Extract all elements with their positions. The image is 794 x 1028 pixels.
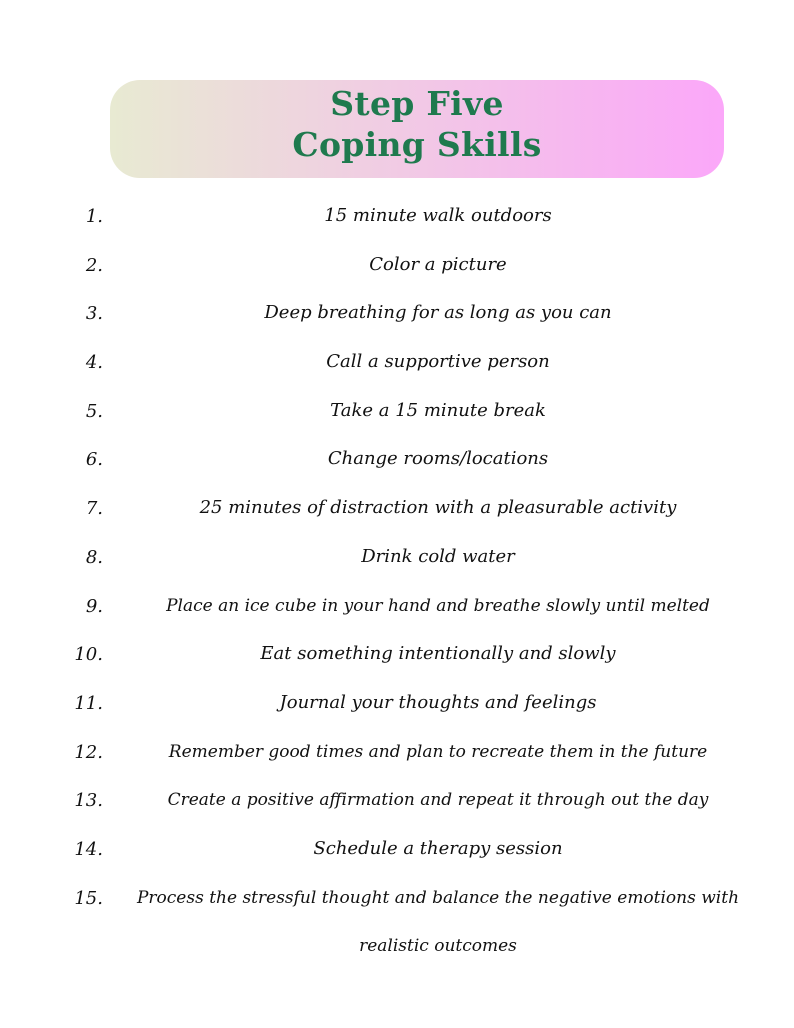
item-text: Schedule a therapy session bbox=[313, 837, 563, 859]
item-text: 15 minute walk outdoors bbox=[324, 205, 552, 226]
item-text: Take a 15 minute break bbox=[330, 399, 546, 421]
list-item bbox=[0, 488, 794, 537]
list-item bbox=[0, 829, 794, 878]
coping-skills-list bbox=[0, 196, 794, 978]
list-item bbox=[0, 342, 794, 391]
item-number: 15. bbox=[74, 887, 103, 909]
item-number: 5. bbox=[85, 400, 103, 422]
item-number: 9. bbox=[85, 595, 103, 617]
item-text: Deep breathing for as long as you can bbox=[264, 302, 612, 324]
list-item bbox=[0, 293, 794, 342]
item-text: Drink cold water bbox=[361, 545, 515, 567]
page-subtitle: Coping Skills bbox=[292, 125, 542, 164]
item-number: 6. bbox=[85, 449, 103, 471]
item-number: 2. bbox=[85, 254, 103, 276]
item-text: Remember good times and plan to recreate them in the future bbox=[168, 741, 708, 762]
item-number: 10. bbox=[74, 644, 103, 666]
page-title: Step Five bbox=[330, 84, 504, 123]
list-item bbox=[0, 439, 794, 488]
item-text: Process the stressful thought and balance the negative emotions with realistic outcomes bbox=[136, 887, 740, 956]
item-text: Journal your thoughts and feelings bbox=[279, 691, 597, 713]
item-number: 8. bbox=[85, 546, 103, 568]
list-item bbox=[0, 537, 794, 586]
item-text: Call a supportive person bbox=[326, 351, 550, 373]
item-text: Create a positive affirmation and repeat it through out the day bbox=[167, 790, 709, 811]
item-number: 4. bbox=[85, 352, 103, 374]
item-number: 1. bbox=[85, 206, 103, 227]
list-item bbox=[0, 586, 794, 635]
title-banner bbox=[110, 80, 724, 178]
list-item bbox=[0, 732, 794, 781]
list-item bbox=[0, 391, 794, 440]
item-number: 13. bbox=[74, 790, 103, 812]
list-item bbox=[0, 780, 794, 829]
item-number: 3. bbox=[85, 303, 103, 325]
item-text: Place an ice cube in your hand and breathe slowly until melted bbox=[166, 595, 710, 616]
list-item bbox=[0, 683, 794, 732]
item-number: 11. bbox=[74, 692, 103, 714]
item-text: Eat something intentionally and slowly bbox=[260, 643, 616, 665]
item-text: Color a picture bbox=[369, 253, 507, 275]
list-item bbox=[0, 634, 794, 683]
item-text: Change rooms/locations bbox=[327, 448, 549, 470]
list-item bbox=[0, 196, 794, 245]
item-number: 14. bbox=[74, 838, 103, 860]
item-number: 7. bbox=[85, 498, 103, 520]
list-item bbox=[0, 878, 794, 978]
list-item bbox=[0, 245, 794, 294]
item-text: 25 minutes of distraction with a pleasurable activity bbox=[199, 497, 677, 519]
item-number: 12. bbox=[74, 741, 103, 763]
